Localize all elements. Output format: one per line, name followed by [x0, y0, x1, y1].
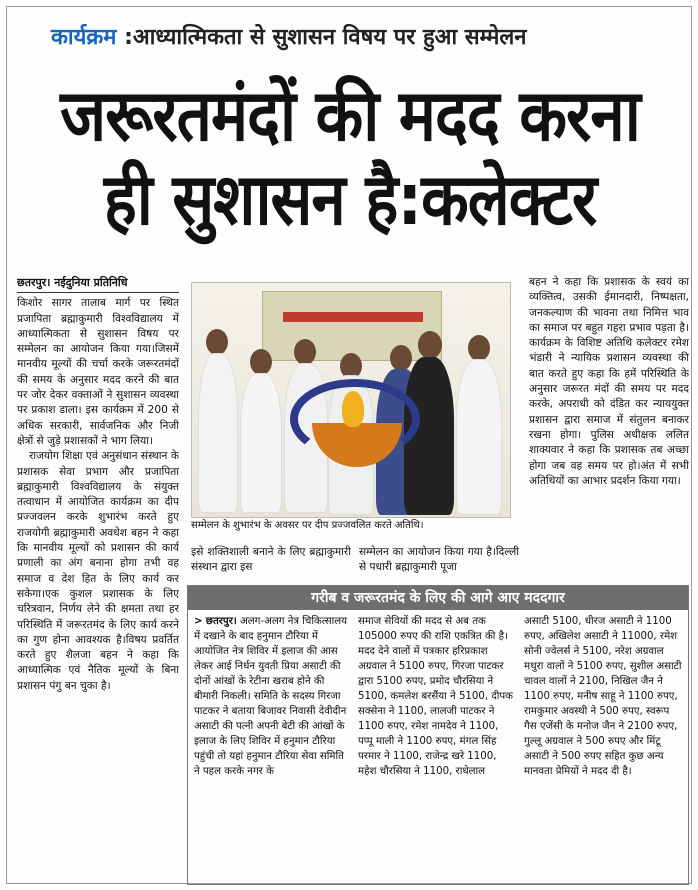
- paragraph-1: किशोर सागर तालाब मार्ग पर स्थित प्रजापिता ब्रह्माकुमारी विश्वविद्यालय में आध्यात्मिकता से सुशासन विषय पर सम्मेलन का आयोजन किया गया।जिसमें मानवीय मूल्यों की चर्चा करके जरूरतमंदों की समय के अनुसार मदद करने की बात पर जोर देकर वक्ताओं ने सुशासन व्यवस्था पर प्रकाश डाला। इस कार्यक्रम में 200 से अधिक सरकारी, सार्वजनिक और निजी क्षेत्रों से जुड़े प्रशासकों ने भाग लिया।: [17, 297, 179, 447]
- article-column-1: [17, 275, 179, 883]
- kicker-text: :आध्यात्मिकता से सुशासन विषय पर हुआ सम्मेलन: [124, 25, 527, 50]
- flame-icon: [342, 391, 364, 427]
- event-photo: [191, 282, 511, 518]
- newspaper-clipping: [6, 6, 692, 884]
- sidebar-place: छतरपुर।: [205, 616, 237, 627]
- dateline: छतरपुर। नईदुनिया प्रतिनिधि: [17, 275, 179, 293]
- article-column-2a: इसे शक्तिशाली बनाने के लिए ब्रह्माकुमारी संस्थान द्वारा इस: [191, 546, 351, 574]
- headline-line-2: ही सुशासन है:कलेक्टर: [103, 157, 597, 242]
- sidebar-column-1: [194, 614, 350, 882]
- sidebar-text-1: अलग-अलग नेत्र चिकित्सालय में दखाने के बाद हनुमान टौरिया में आयोजित नेत्र शिविर में इलाज की आस लेकर आई निर्धन युवती प्रिया असाटी की दोनों आंखों के रेटीना खराब होने की बीमारी निकली। समिति के सदस्य गिरजा पाटकर ने बताया बिजावर निवासी देवीदीन असाटी की पत्नी अपनी बेटी की आंखों के इलाज के लिए शिविर में हनुमान टौरिया पहुंची तो यहां हनुमान टौरिया सेवा समिति ने पहल करके नगर के: [194, 616, 348, 777]
- article-column-2b: सम्मेलन का आयोजन किया गया है।दिल्ली से पधारी ब्रह्माकुमारी पूजा: [359, 546, 519, 574]
- sidebar-heading: गरीब व जरूरतमंद के लिए की आगे आए मददगार: [188, 586, 688, 610]
- sidebar-column-2: समाज सेवियों की मदद से अब तक 105000 रुपए की राशि एकत्रित की है। मदद देने वालों में पत्रकार हरिप्रकाश अग्रवाल ने 5100 रुपए, गिरजा पाटकर द्वारा 5100 रुपए, प्रमोद चौरसिया ने 5100, कमलेश बरसैंया ने 5100, दीपक सक्सेना ने 1100, लालजी पाटकर ने 1100 रुपए, रमेश नामदेव ने 1100, पप्पू माली ने 1100 रुपए, मंगल सिंह परमार ने 1100, राजेन्द्र खरे 1100, महेश चौरसिया ने 1100, राधेलाल: [358, 616, 514, 777]
- kicker-label: कार्यक्रम: [51, 25, 117, 50]
- paragraph-2: राजयोग शिक्षा एवं अनुसंधान संस्थान के प्रशासक सेवा प्रभाग और प्रजापिता ब्रह्माकुमारी विश्वविद्यालय के संयुक्त तत्वाधान में आयोजित कार्यक्रम का दीप प्रज्जवलन करके शुभारंभ करते हुए राजयोगी ब्रह्माकुमारी अवधेश बहन ने कहा कि मानवीय मूल्यों को प्रशासन की कार्य प्रणाली का अंग बनाना होगा तभी वह समाज व देश हित के लिए कार्य कर सकेगा।एक कुशल प्रशासक के लिए चरित्रवान, निर्णय लेने की क्षमता तथा हर परिस्थिति में जरूरतमंद के लिए कार्य करने का गुण होना आवश्यक है।विषय प्रवर्तित करते हुए शैलजा बहन ने कहा कि आध्यात्मिक एवं नैतिक मूल्यों के बिना प्रशासन पंगु बन चुका है।: [17, 450, 179, 692]
- sidebar-column-3: असाटी 5100, धीरज असाटी ने 1100 रुपए, अखिलेश असाटी ने 11000, रमेश सोनी ज्वेलर्स ने 5100, नरेश अग्रवाल मथुरा वालों ने 5100 रुपए, सुशील असाटी चावल वालों ने 2100, निखिल जैन ने 1100 रुपए, मनीष साहू ने 1100 रुपए, रामकुमार अवस्थी ने 500 रुपए, स्वरूप गैस एजेंसी के मनोज जैन ने 2100 रुपए, गुल्लू अग्रवाल ने 500 रुपए और मिंटू असाटी ने 500 रुपए सहित कुछ अन्य मानवता प्रेमियों ने मदद दी है।: [524, 616, 682, 777]
- headline-line-1: जरूरतमंदों की मदद करना: [60, 73, 640, 158]
- photo-banner: [262, 291, 442, 361]
- arrow-icon: >: [194, 616, 203, 627]
- photo-caption: सम्मेलन के शुभारंभ के अवसर पर दीप प्रज्जवलित करते अतिथि।: [191, 520, 424, 531]
- sidebar-story: [187, 585, 689, 885]
- article-column-3: बहन ने कहा कि प्रशासक के स्वयं का व्यक्तित्व, उसकी ईमानदारी, निष्पक्षता, जनकल्याण की भावना तथा निमित्त भाव का समाज पर बहुत गहरा प्रभाव पड़ता है।कार्यक्रम के विशिष्ट अतिथि कलेक्टर रमेश भंडारी ने न्यायिक प्रशासन व्यवस्था की बात करते हुए कहा कि हमें परिस्थिति के अनुसार जरूरत मंदों की समय पर मदद करके, अपराधी को दंडित कर न्याययुक्त प्रशासन द्वारा समाज में संतुलन बनाकर रखना होगा। पुलिस अधीक्षक ललित शाक्यवार ने कहा कि प्रशासक तब अच्छा होगा जब वह समय पर हो।अंत में सभी अतिथियों का आभार प्रदर्शन किया गया।: [529, 276, 689, 487]
- kicker: [51, 21, 527, 51]
